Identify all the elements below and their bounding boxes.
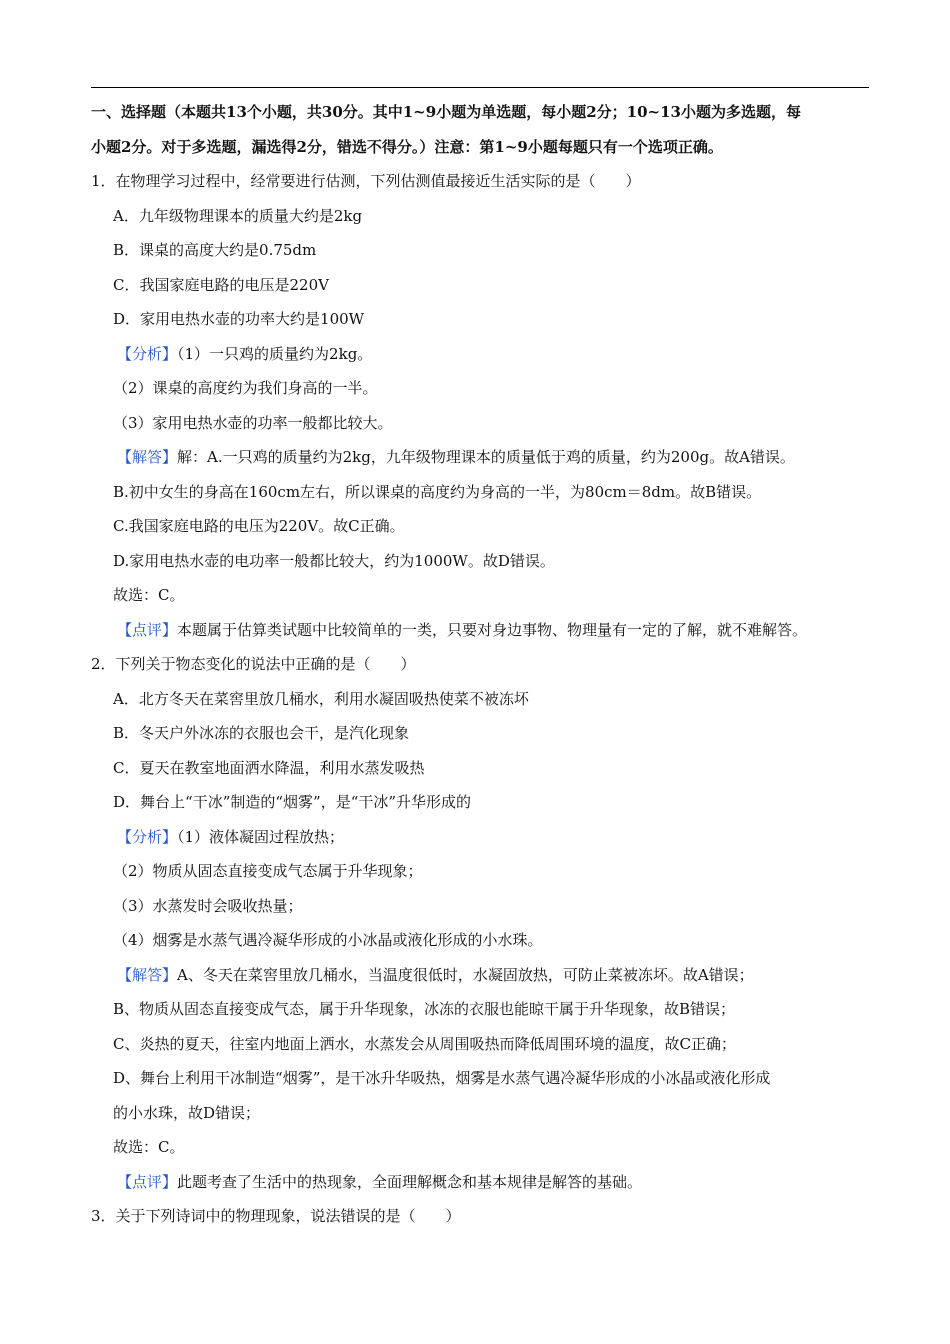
question-1-answer-line: C.我国家庭电路的电压为220V。故C正确。 xyxy=(113,517,405,535)
question-2-analysis-line: （3）水蒸发时会吸收热量； xyxy=(113,896,303,915)
comment-text: 此题考查了生活中的热现象，全面理解概念和基本规律是解答的基础。 xyxy=(177,1172,643,1191)
question-1-answer xyxy=(91,440,881,475)
question-3-stem: 3．关于下列诗词中的物理现象，说法错误的是（ ） xyxy=(91,1207,461,1225)
question-1-analysis-line: （3）家用电热水壶的功率一般都比较大。 xyxy=(113,413,393,432)
analysis-tag: 【分析】 xyxy=(117,827,178,846)
question-2-stem: 2．下列关于物态变化的说法中正确的是（ ） xyxy=(91,655,416,673)
comment-text: 本题属于估算类试题中比较简单的一类，只要对身边事物、物理量有一定的了解，就不难解答。 xyxy=(177,620,808,639)
question-2-analysis-line: （2）物质从固态直接变成气态属于升华现象； xyxy=(113,862,423,880)
analysis-text: （1）一只鸡的质量约为2kg。 xyxy=(177,344,373,363)
question-2-comment xyxy=(91,1165,881,1200)
question-2-option-c: C．夏天在教室地面洒水降温，利用水蒸发吸热 xyxy=(113,758,425,777)
analysis-tag: 【分析】 xyxy=(117,344,178,363)
answer-text: A、冬天在菜窖里放几桶水，当温度很低时，水凝固放热，可防止菜被冻坏。故A错误； xyxy=(177,965,754,984)
question-1-option-d: D．家用电热水壶的功率大约是100W xyxy=(113,310,365,328)
comment-tag: 【点评】 xyxy=(117,1172,178,1191)
comment-tag: 【点评】 xyxy=(117,620,178,639)
question-2-answer-line: D、舞台上利用干冰制造“烟雾”，是干冰升华吸热，烟雾是水蒸气遇冷凝华形成的小冰晶或液化形成 xyxy=(113,1069,771,1087)
answer-text: 解：A.一只鸡的质量约为2kg，九年级物理课本的质量低于鸡的质量，约为200g。故A错误。 xyxy=(177,448,795,466)
exam-page xyxy=(91,95,881,1234)
section-header-line-2: 小题2分。对于多选题，漏选得2分，错选不得分。）注意：第1~9小题每题只有一个选项正确。 xyxy=(91,137,723,156)
header-rule xyxy=(91,87,869,88)
question-2-analysis-line: （4）烟雾是水蒸气遇冷凝华形成的小冰晶或液化形成的小水珠。 xyxy=(113,931,543,949)
question-1-option-a: A．九年级物理课本的质量大约是2kg xyxy=(113,206,363,225)
question-1-stem: 1．在物理学习过程中，经常要进行估测，下列估测值最接近生活实际的是（ ） xyxy=(91,172,641,190)
question-1-answer-line: 故选：C。 xyxy=(113,586,185,604)
question-1-analysis xyxy=(91,337,881,372)
section-header-line-1: 一、选择题（本题共13个小题，共30分。其中1~9小题为单选题，每小题2分；10~13小题为多选题，每 xyxy=(91,103,801,121)
question-1-option-b: B．课桌的高度大约是0.75dm xyxy=(113,241,317,259)
question-2-answer-line: B、物质从固态直接变成气态，属于升华现象，冰冻的衣服也能晾干属于升华现象，故B错误； xyxy=(113,1000,736,1018)
question-1-answer-line: D.家用电热水壶的电功率一般都比较大，约为1000W。故D错误。 xyxy=(113,551,555,570)
answer-tag: 【解答】 xyxy=(117,448,178,466)
question-1-comment xyxy=(91,613,881,648)
question-2-analysis xyxy=(91,820,881,855)
question-2-option-a: A．北方冬天在菜窖里放几桶水，利用水凝固吸热使菜不被冻坏 xyxy=(113,689,529,708)
question-2-option-d: D．舞台上“干冰”制造的“烟雾”，是“干冰”升华形成的 xyxy=(113,793,472,811)
analysis-text: （1）液体凝固过程放热； xyxy=(177,827,345,846)
question-2-answer xyxy=(91,958,881,993)
question-1-answer-line: B.初中女生的身高在160cm左右，所以课桌的高度约为身高的一半，为80cm＝8dm。故B错误。 xyxy=(113,482,762,501)
answer-tag: 【解答】 xyxy=(117,965,178,984)
question-1-option-c: C．我国家庭电路的电压是220V xyxy=(113,275,329,294)
question-2-answer-line: 故选：C。 xyxy=(113,1138,185,1156)
question-2-answer-line: C、炎热的夏天，往室内地面上洒水，水蒸发会从周围吸热而降低周围环境的温度，故C正确； xyxy=(113,1034,736,1053)
question-1-analysis-line: （2）课桌的高度约为我们身高的一半。 xyxy=(113,379,378,397)
question-2-answer-line: 的小水珠，故D错误； xyxy=(113,1103,261,1122)
question-2-option-b: B．冬天户外冰冻的衣服也会干，是汽化现象 xyxy=(113,724,410,742)
